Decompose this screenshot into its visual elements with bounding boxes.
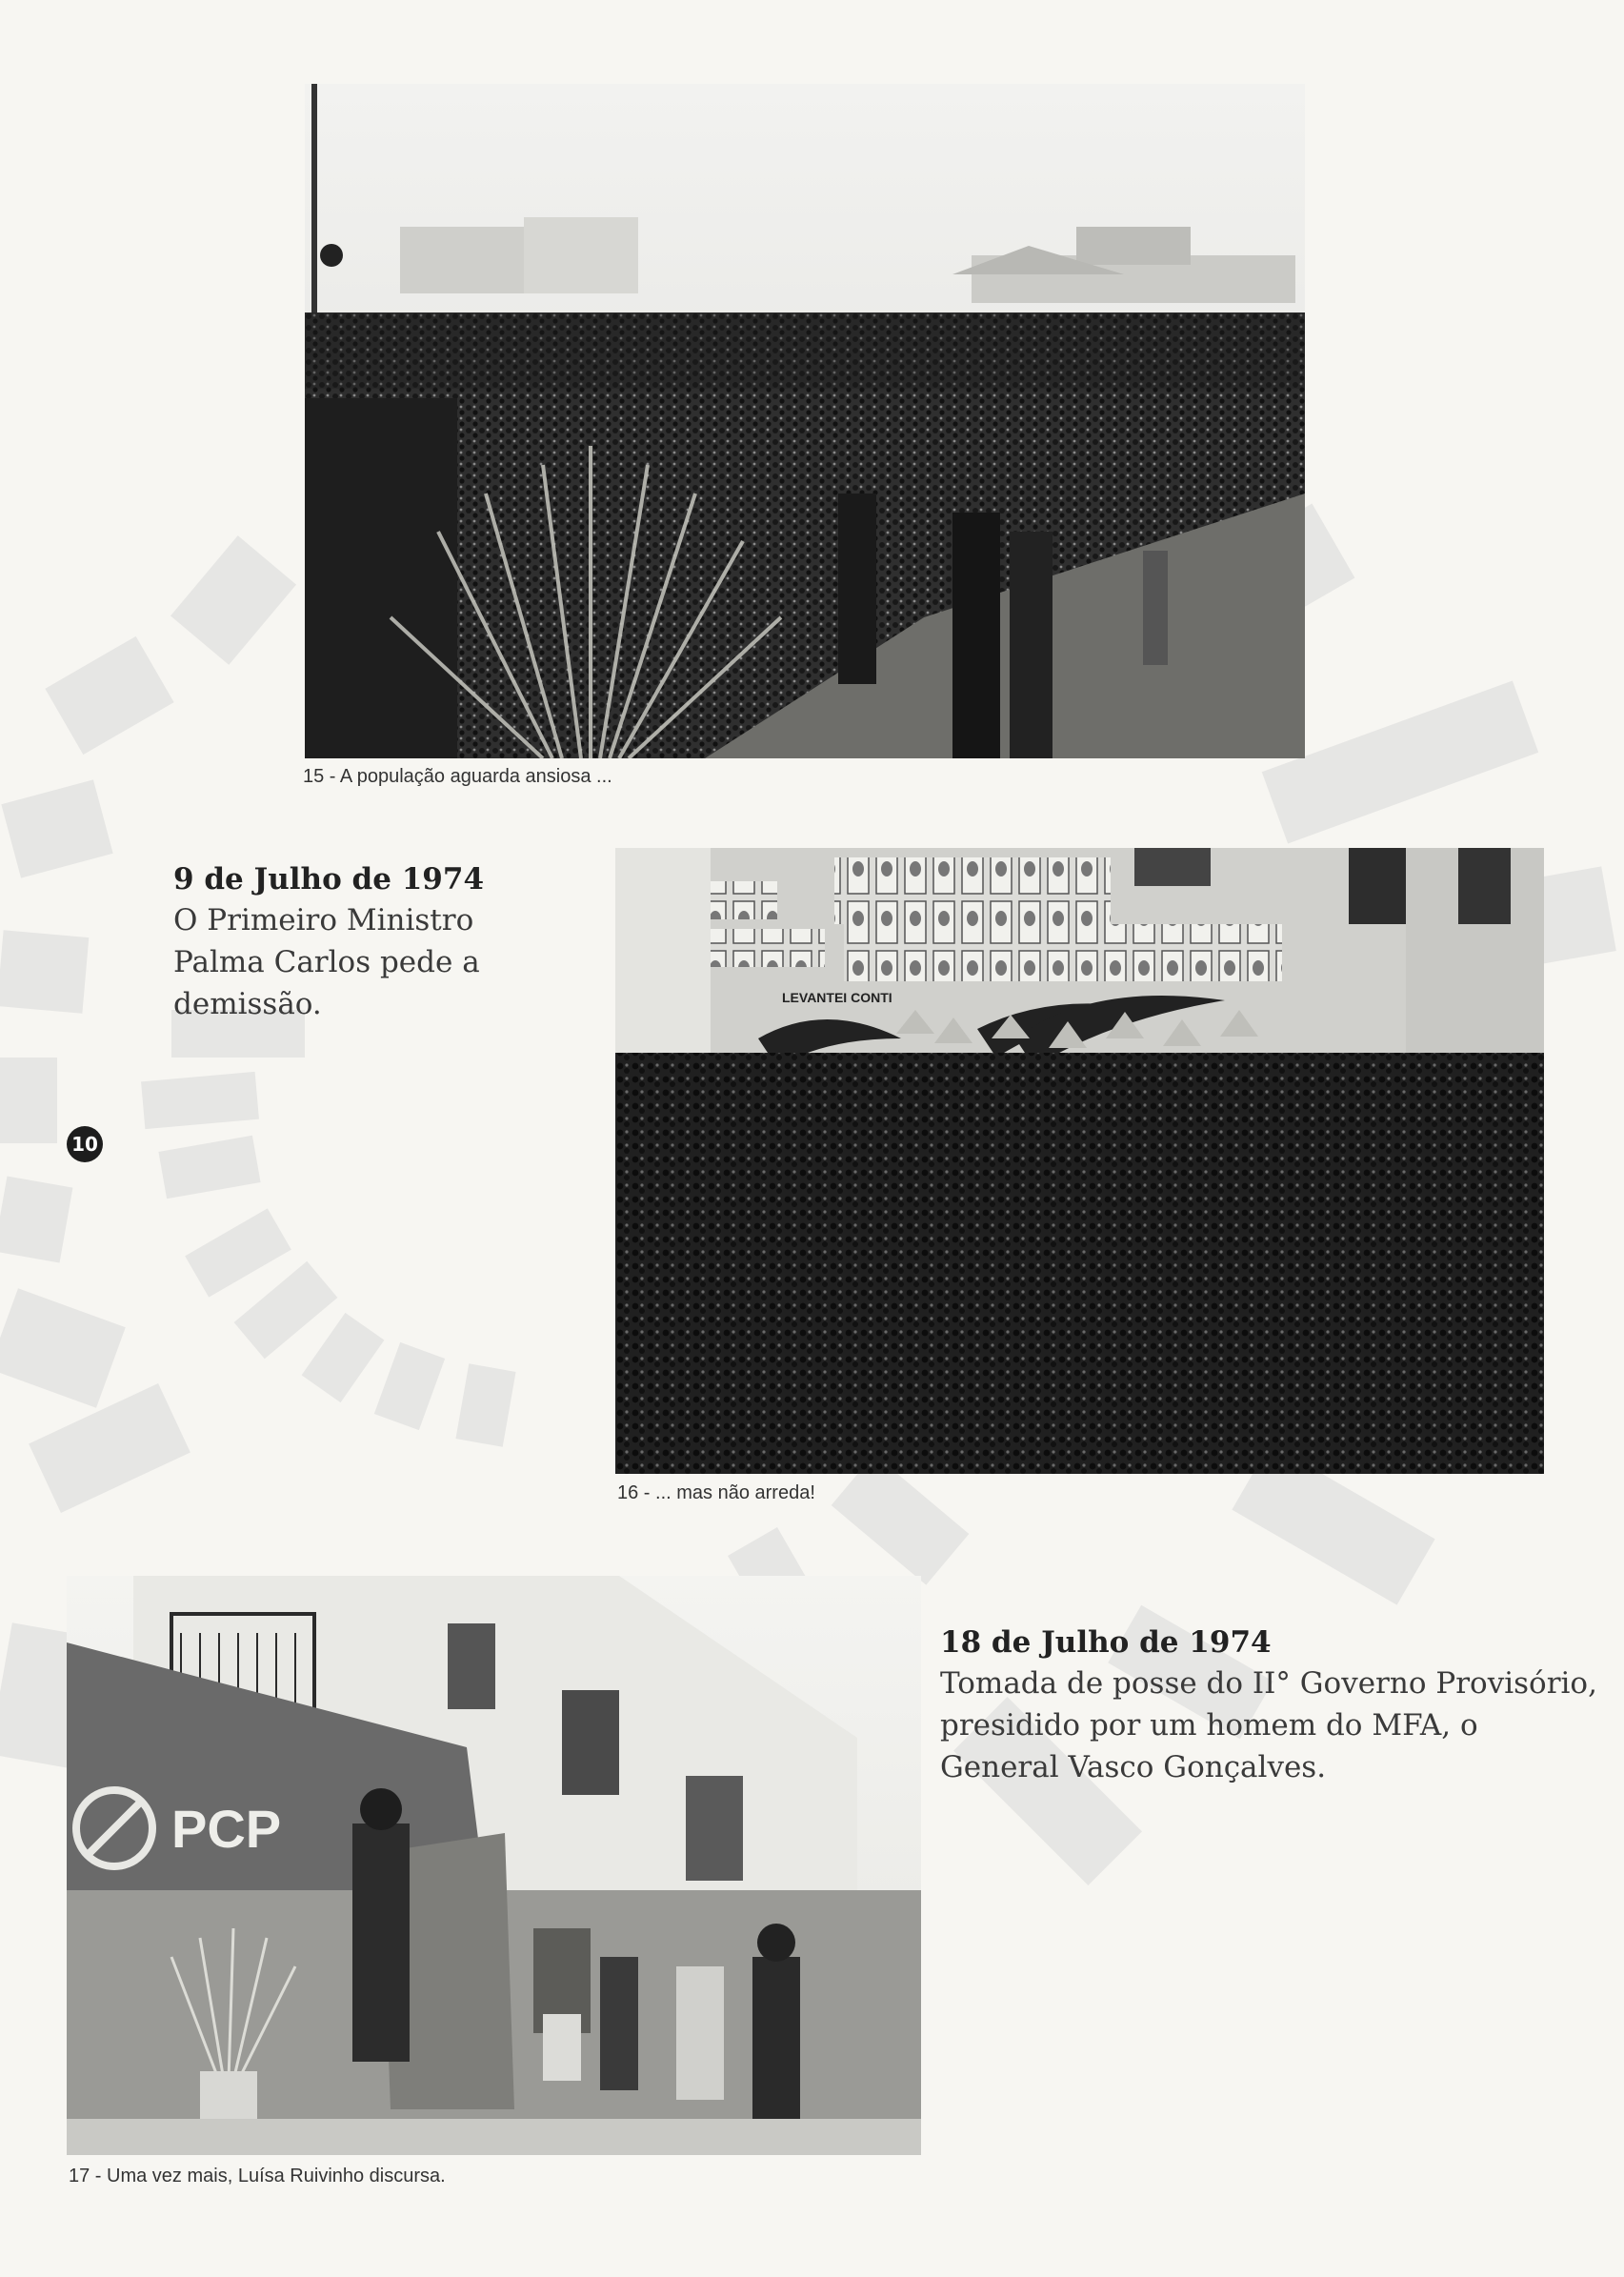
timeline-event-2 (940, 1622, 1597, 1788)
photo-speech (67, 1576, 921, 2155)
photo-speech-image (67, 1576, 921, 2155)
photo-caption-15: 15 - A população aguarda ansiosa ... (303, 766, 612, 787)
event-date: 18 de Julho de 1974 (940, 1625, 1272, 1660)
event-description: Tomada de posse do II° Governo Provisório, presidido por um homem do MFA, o General Vasco Gonçalves. (940, 1666, 1597, 1784)
photo-crowd-waiting (305, 84, 1305, 758)
timeline-event-1 (173, 859, 554, 1025)
photo-caption-16: 16 - ... mas não arreda! (617, 1482, 815, 1503)
event-date: 9 de Julho de 1974 (173, 862, 485, 897)
event-description: O Primeiro Ministro Palma Carlos pede a demissão. (173, 903, 480, 1021)
photo-crowd-staying (615, 848, 1544, 1474)
photo-sign-text: LEVANTEI CONTI (782, 990, 892, 1005)
photo-crowd-staying-image (615, 848, 1544, 1474)
page-number-badge: 10 (67, 1126, 103, 1162)
banner-text: PCP (171, 1799, 282, 1859)
photo-caption-17: 17 - Uma vez mais, Luísa Ruivinho discursa. (69, 2166, 446, 2186)
photo-crowd-waiting-image (305, 84, 1305, 758)
